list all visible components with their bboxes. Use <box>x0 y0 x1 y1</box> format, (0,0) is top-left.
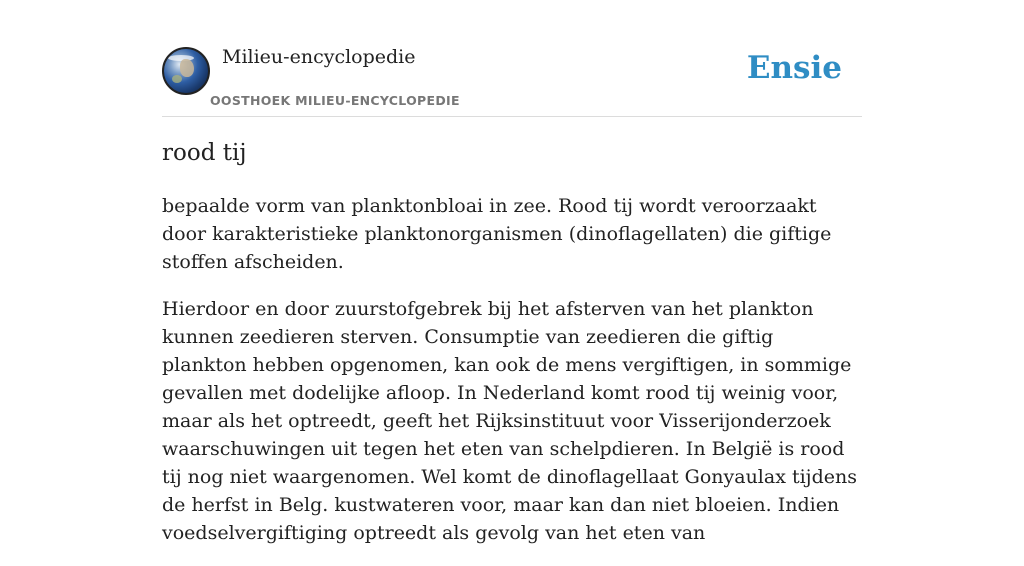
site-header <box>162 0 862 117</box>
site-name[interactable]: Milieu-encyclopedie <box>222 46 416 68</box>
entry-title: rood tij <box>162 140 247 166</box>
page-container <box>162 0 862 544</box>
earth-globe-icon[interactable] <box>162 47 210 95</box>
site-subtitle: OOSTHOEK MILIEU-ENCYCLOPEDIE <box>210 93 460 108</box>
entry-body <box>162 192 862 566</box>
logo-land <box>180 59 194 77</box>
logo-land <box>172 75 182 83</box>
entry-paragraph: Hierdoor en door zuurstofgebrek bij het afsterven van het plankton kunnen zeedieren sterven. Consumptie van zeedieren die giftig plankton hebben opgenomen, kan ook de mens vergiftigen, in sommige gevallen met dodelijke afloop. In Nederland komt rood tij weinig voor, maar als het optreedt, geeft het Rijksinstituut voor Visserijonderzoek waarschuwingen uit tegen het eten van schelpdieren. In België is rood tij nog niet waargenomen. Wel komt de dinoflagellaat Gonyaulax tijdens de herfst in Belg. kustwateren voor, maar kan dan niet bloeien. Indien voedselvergiftiging optreedt als gevolg van het eten van <box>162 298 857 544</box>
ensie-brand-link[interactable]: Ensie <box>746 50 842 86</box>
entry-paragraph: bepaalde vorm van planktonbloai in zee. Rood tij wordt veroorzaakt door karakteristieke planktonorganismen (dinoflagellaten) die giftige stoffen afscheiden. <box>162 195 832 273</box>
